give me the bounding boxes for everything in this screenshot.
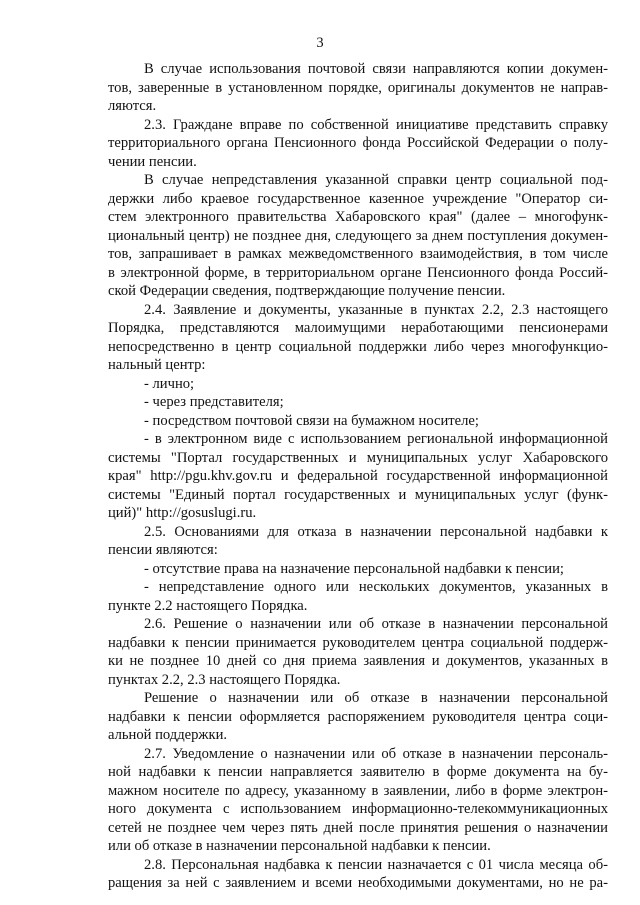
text-line: 2.8. Персональная надбавка к пенсии назначается с 01 числа месяца об- [144,856,608,873]
text-line: ращения за ней с заявлением и всеми необходимыми документами, но не ра- [108,875,608,891]
text-line: системы "Портал государственных и муниципальных услуг Хабаровского [108,449,608,466]
text-line: стем электронного правительства Хабаровского края" (далее – многофунк- [108,209,608,225]
document-body [108,60,608,893]
text-line: Порядка, представляются малоимущими неработающими пенсионерами [108,320,608,336]
text-line: надбавки к пенсии принимается руководителем центра социальной поддерж- [108,634,608,651]
text-line: нальный центр: [108,357,206,373]
paragraph [108,689,608,745]
text-line: - лично; [144,375,195,392]
paragraph [108,430,608,523]
text-line: или об отказе в назначении персональной надбавки к пенсии. [108,838,491,854]
page-number: 3 [316,35,324,51]
text-line: сетей не позднее чем через пять дней после принятия решения о назначении [108,819,608,836]
text-line: края" http://pgu.khv.gov.ru и федеральной государственной информационной [108,468,608,484]
text-line: 2.3. Граждане вправе по собственной инициативе представить справку [144,116,608,133]
text-line: ки не позднее 10 дней со дня приема заявления и документов, указанных в [108,653,608,669]
text-line: циональный центр) не позднее дня, следующего за днем поступления докумен- [108,227,608,244]
text-line: В случае непредставления указанной справки центр социальной под- [144,172,608,188]
paragraph [108,856,608,893]
text-line: в электронной форме, в территориальном органе Пенсионного фонда Россий- [108,264,608,281]
text-line: - через представителя; [144,394,284,410]
text-line: - в электронном виде с использованием региональной информационной [144,431,608,447]
paragraph [108,301,608,375]
text-line: тов, запрашивает в рамках межведомственного взаимодействия, в том числе [108,246,608,262]
text-line: пункте 2.2 настоящего Порядка. [108,597,308,614]
text-line: чении пенсии. [108,153,197,170]
paragraph [108,60,608,116]
list-item [108,560,608,579]
paragraph [108,523,608,560]
text-line: пенсии являются: [108,542,218,558]
text-line: мажном носителе по адресу, указанному в заявлении, либо в форме электрон- [108,782,608,799]
text-line: пунктах 2.2, 2.3 настоящего Порядка. [108,671,341,688]
paragraph [108,745,608,856]
text-line: альной поддержки. [108,727,228,743]
text-line: непосредственно в центр социальной поддержки либо через многофункцио- [108,338,608,355]
paragraph [108,615,608,689]
text-line: ской Федерации сведения, подтверждающие получение пенсии. [108,283,506,299]
text-line: ляются. [108,98,157,114]
paragraph [108,578,608,615]
list-item [108,412,608,431]
text-line: держки либо краевое государственное казенное учреждение "Оператор си- [108,190,608,207]
text-line: ного документа с использованием информационно-телекоммуникационных [108,801,608,817]
text-line: 2.7. Уведомление о назначении или об отказе в назначении персональ- [144,745,608,762]
list-item [108,393,608,412]
text-line: - непредставление одного или нескольких документов, указанных в [144,579,608,595]
list-item [108,375,608,394]
text-line: ций)" http://gosuslugi.ru. [108,505,257,521]
text-line: 2.6. Решение о назначении или об отказе в назначении персональной [144,616,608,632]
text-line: системы "Единый портал государственных и муниципальных услуг (функ- [108,486,608,503]
text-line: В случае использования почтовой связи направляются копии докумен- [144,61,608,77]
text-line: территориального органа Пенсионного фонда Российской Федерации о полу- [108,135,608,151]
text-line: - отсутствие права на назначение персональной надбавки к пенсии; [144,560,564,577]
text-line: 2.5. Основаниями для отказа в назначении персональной надбавки к [144,523,608,540]
text-line: тов, заверенные в установленном порядке, оригиналы документов не направ- [108,79,608,96]
text-line: надбавки к пенсии оформляется распоряжением руководителя центра соци- [108,708,608,725]
text-line: 2.4. Заявление и документы, указанные в пунктах 2.2, 2.3 настоящего [144,301,608,318]
paragraph [108,171,608,301]
text-line: - посредством почтовой связи на бумажном носителе; [144,412,479,429]
text-line: Решение о назначении или об отказе в назначении персональной [144,690,608,706]
paragraph [108,116,608,172]
text-line: ной надбавки к пенсии направляется заявителю в форме документа на бу- [108,764,608,780]
